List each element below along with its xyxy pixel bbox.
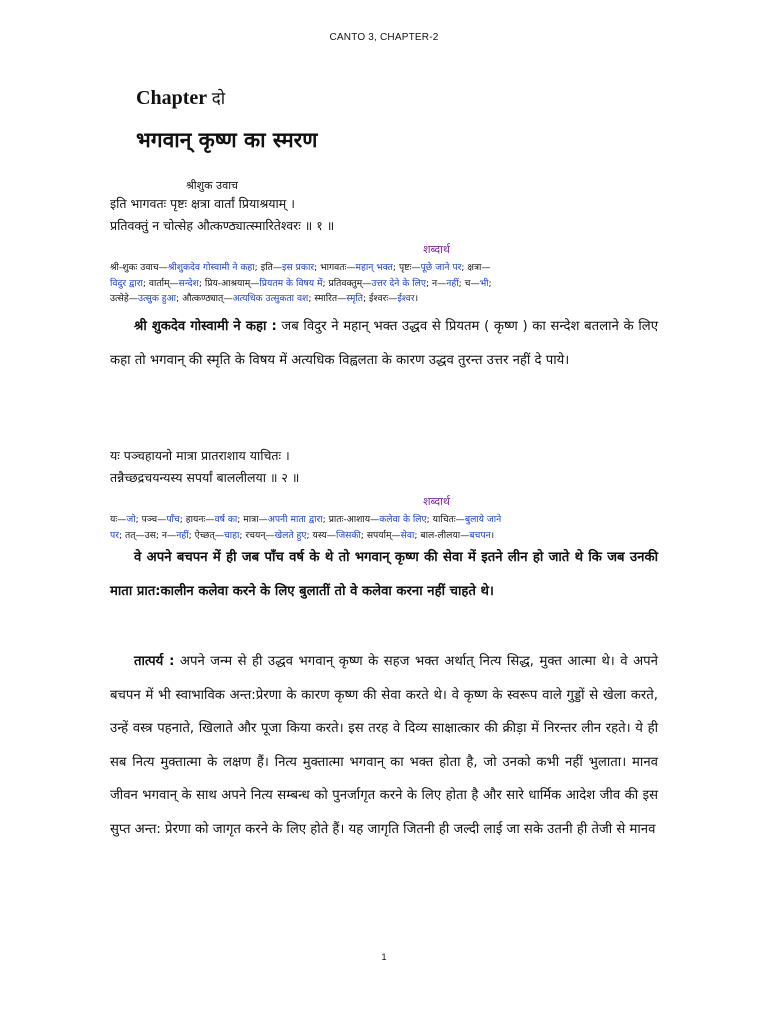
- synonym-line: [110, 276, 658, 292]
- synonym-meaning: पर: [110, 529, 119, 541]
- synonym-meaning: अपनी माता द्वारा: [267, 514, 323, 525]
- synonym-word: ; ऐच्छत्—: [188, 529, 224, 541]
- verse2-translation: वे अपने बचपन में ही जब पाँच वर्ष के थे तो भगवान् कृष्ण की सेवा में इतने लीन हो जाते थे कि जब उनकी माता प्रात:कालीन कलेवा करने के लिए बुलातीं तो वे कलेवा करना नहीं चाहते थे।: [110, 550, 658, 599]
- verse1-synonyms: [110, 260, 658, 307]
- synonym-word: ;: [488, 277, 492, 289]
- synonym-meaning: बुलाये जाने: [464, 514, 502, 525]
- synonym-meaning: जिसकी: [335, 529, 361, 541]
- synonym-word: श्री-शुकः उवाच—: [110, 262, 168, 273]
- synonym-word: ; सपर्याम्—: [360, 529, 401, 541]
- synonym-word: ; भागवतः—: [314, 262, 356, 273]
- synonym-meaning: उत्सुक हुआ: [137, 293, 177, 304]
- synonym-word: ; प्रतिवक्तुम्—: [322, 277, 372, 289]
- synonym-word: ; याचितः—: [426, 514, 465, 525]
- synonym-meaning: श्रीशुकदेव गोस्वामी ने कहा: [167, 262, 255, 273]
- synonym-word: ।: [490, 529, 495, 541]
- synonym-word: ; औत्कण्ठ्यात्—: [176, 293, 233, 304]
- synonym-word: ।: [414, 293, 419, 304]
- synonym-word: ; तत्—उस; न—: [118, 529, 177, 541]
- synonym-meaning: बचपन: [469, 529, 491, 541]
- verse2-synonyms: [110, 512, 658, 543]
- synonym-meaning: पाँच: [166, 514, 180, 525]
- verse2-line2: तन्नैच्छद्रचयन्यस्य सपर्यां बाललीलया ॥ २ ॥: [110, 470, 300, 485]
- synonyms-heading: शब्दार्थ: [423, 495, 450, 508]
- synonym-word: ; च—: [458, 277, 480, 289]
- synonym-meaning: खेलते हुए: [274, 529, 307, 541]
- synonym-word: ; वार्ताम्—: [142, 277, 179, 289]
- purport: [110, 645, 658, 846]
- verse1-line1: इति भागवतः पृष्टः क्षत्रा वार्तां प्रियाश्रयाम् ।: [110, 196, 295, 211]
- synonym-meaning: इस प्रकार: [282, 262, 315, 273]
- synonym-meaning: सन्देश: [178, 277, 199, 289]
- chapter-word: Chapter: [136, 87, 207, 109]
- purport-lead: तात्पर्य :: [134, 654, 175, 669]
- synonym-line: [110, 291, 658, 307]
- synonym-meaning: वर्ष का: [214, 514, 238, 525]
- synonym-meaning: उत्तर देने के लिए: [371, 277, 426, 289]
- verse-speaker: श्रीशुक उवाच: [186, 179, 239, 192]
- synonym-meaning: चाहा: [223, 529, 240, 541]
- synonyms-heading: शब्दार्थ: [423, 243, 450, 256]
- chapter-title: भगवान् कृष्ण का स्मरण: [136, 128, 318, 152]
- synonym-meaning: विदुर द्वारा: [110, 277, 143, 289]
- chapter-label: [136, 86, 225, 110]
- synonym-word: ; पञ्च—: [135, 514, 167, 525]
- synonym-word: ; प्रातः-आशाय—: [322, 514, 380, 525]
- purport-text: अपने जन्म से ही उद्धव भगवान् कृष्ण के सहज भक्त अर्थात् नित्य सिद्ध, मुक्त आत्मा थे। वे अपने बचपन में भी स्वाभाविक अन्त:प्रेरणा के कारण कृष्ण की सेवा करते थे। वे कृष्ण के स्वरूप वाले गुड्डों से खेला करते, उन्हें वस्त्र पहनाते, खिलाते और पूजा किया करते। इस तरह वे दिव्य साक्षात्कार की क्रीड़ा में निरन्तर लीन रहते। ये ही सब नित्य मुक्तात्मा के लक्षण हैं। नित्य मुक्तात्मा भगवान् का भक्त होता है, जो उनको कभी नहीं भुलाता। मानव जीवन भगवान् के साथ अपने नित्य सम्बन्ध को पुनर्जागृत करने के लिए होता है और सारे धार्मिक आदेश जीव की इस सुप्त अन्त: प्रेरणा को जागृत करने के लिए होते हैं। यह जागृति जितनी ही जल्दी लाई जा सके उतनी ही तेजी से मानव: [110, 654, 658, 837]
- synonym-word: ; क्षत्रा—: [461, 262, 491, 273]
- synonym-meaning: भी: [479, 277, 489, 289]
- synonym-word: ; रचयन्—: [239, 529, 275, 541]
- synonym-meaning: कलेवा के लिए: [379, 514, 427, 525]
- synonym-line: [110, 512, 658, 528]
- synonym-meaning: ईश्वर: [397, 293, 415, 304]
- synonym-meaning: जो: [126, 514, 136, 525]
- synonym-word: ; इति—: [254, 262, 283, 273]
- synonym-word: ; पृष्टः—: [392, 262, 421, 273]
- synonym-meaning: सेवा: [400, 529, 415, 541]
- translation-text: जब विदुर ने महान् भक्त उद्धव से प्रियतम ( कृष्ण ) का सन्देश बतलाने के लिए कहा तो भगवान् की स्मृति के विषय में अत्यधिक विह्वलता के कारण उद्धव तुरन्त उत्तर नहीं दे पाये।: [110, 319, 659, 368]
- synonym-meaning: नहीं: [446, 277, 459, 289]
- chapter-number: दो: [211, 89, 226, 109]
- synonym-meaning: पूछे जाने पर: [420, 262, 462, 273]
- synonym-meaning: नहीं: [176, 529, 189, 541]
- synonym-word: ; ईश्वरः—: [363, 293, 398, 304]
- synonym-meaning: महान् भक्त: [355, 262, 393, 273]
- synonym-word: ; बाल-लीलया—: [414, 529, 470, 541]
- verse1-translation: [110, 310, 658, 377]
- synonym-meaning: अत्यधिक उत्सुकता वश: [232, 293, 309, 304]
- synonym-word: ; यस्य—: [306, 529, 336, 541]
- synonym-meaning: प्रियतम के विषय में: [259, 277, 323, 289]
- page-header: CANTO 3, CHAPTER-2: [329, 32, 439, 43]
- synonym-word: ; स्मारित—: [308, 293, 347, 304]
- synonym-word: ; प्रिय-आश्रयाम्—: [198, 277, 260, 289]
- verse1-line2: प्रतिवक्तुं न चोत्सेह औत्कण्ठ्यात्स्मारितेश्वरः ॥ १ ॥: [110, 218, 335, 233]
- synonym-word: यः—: [110, 514, 127, 525]
- synonym-word: ; न—: [425, 277, 447, 289]
- translation-lead: श्री शुकदेव गोस्वामी ने कहा :: [134, 319, 277, 334]
- synonym-word: उत्सेहे—: [110, 293, 138, 304]
- synonym-word: ; मात्रा—: [237, 514, 268, 525]
- synonym-word: ; हायनः—: [179, 514, 215, 525]
- synonym-meaning: स्मृति: [346, 293, 364, 304]
- verse2-line1: यः पञ्चहायनो मात्रा प्रातराशाय याचितः ।: [110, 448, 290, 463]
- page-number: 1: [381, 952, 387, 962]
- synonym-line: [110, 260, 658, 276]
